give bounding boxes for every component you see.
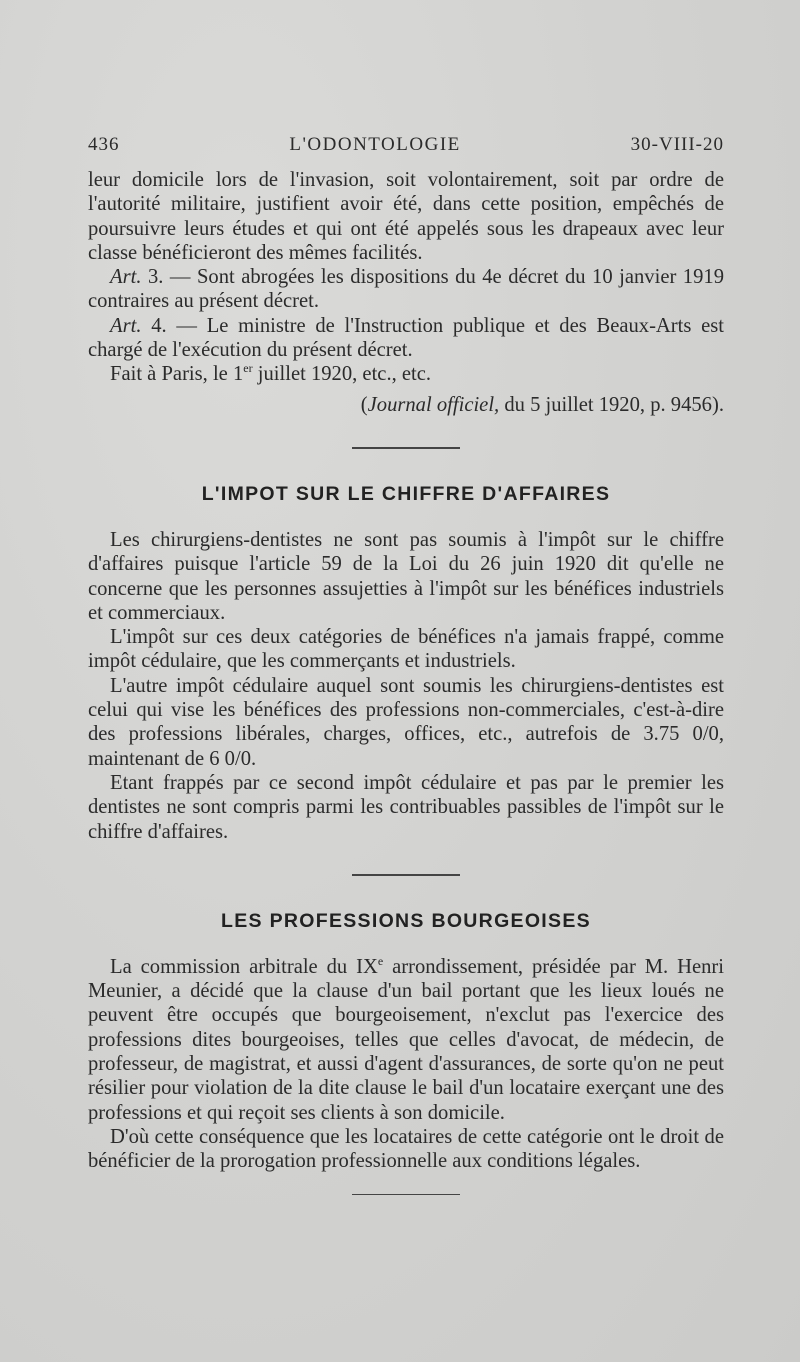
article-label: Art. bbox=[110, 314, 142, 337]
section1-paragraph: L'impôt sur ces deux catégories de bénéfices n'a jamais frappé, comme impôt cédulaire, que les commerçants et industriels. bbox=[88, 626, 724, 673]
section-divider bbox=[352, 1194, 460, 1196]
citation-journal: Journal officiel, bbox=[367, 393, 500, 416]
section-divider bbox=[352, 874, 460, 876]
section-heading-professions: LES PROFESSIONS BOURGEOISES bbox=[221, 909, 591, 932]
article-4-text: 4. — Le ministre de l'Instruction publique et des Beaux-Arts est chargé de l'exécution du présent décret. bbox=[88, 314, 724, 362]
article-3 bbox=[88, 265, 724, 314]
running-header bbox=[88, 134, 724, 162]
section2-paragraph: D'où cette conséquence que les locataires de cette catégorie ont le droit de bénéficier de la prorogation professionnelle aux conditions légales. bbox=[88, 1125, 724, 1173]
section1-paragraph: Etant frappés par ce second impôt cédulaire et pas par le premier les dentistes ne sont compris parmi les contribuables passibles de l'impôt sur le chiffre d'affaires. bbox=[88, 771, 724, 843]
issue-date: 30-VIII-20 bbox=[630, 134, 724, 155]
section1-paragraph: L'autre impôt cédulaire auquel sont soumis les chirurgiens-dentistes est celui qui vise les bénéfices des professions non-commerciales, c'est-à-dire des professions libérales, charges, offices, etc., autrefois de 3.75 0/0, maintenant de 6 0/0. bbox=[88, 674, 724, 770]
section-divider bbox=[352, 447, 460, 449]
page bbox=[88, 134, 724, 1229]
page-number: 436 bbox=[88, 134, 120, 155]
citation: (Journal officiel, du 5 juillet 1920, p. 9456). bbox=[360, 393, 724, 416]
section-heading-impot: L'IMPOT SUR LE CHIFFRE D'AFFAIRES bbox=[201, 482, 611, 505]
section1-paragraph: Les chirurgiens-dentistes ne sont pas soumis à l'impôt sur le chiffre d'affaires puisque l'article 59 de la Loi du 26 juin 1920 dit qu'elle ne concerne que les personnes assujetties à l'impôt sur les bénéfices industriels et commerciaux. bbox=[88, 528, 724, 624]
article-3-text: 3. — Sont abrogées les dispositions du 4e décret du 10 janvier 1919 contraires au présent décret. bbox=[88, 266, 724, 313]
journal-title: L'ODONTOLOGIE bbox=[289, 134, 461, 155]
decree-continuation: leur domicile lors de l'invasion, soit volontairement, soit par ordre de l'autorité militaire, justifient avoir été, dans cette position, empêchés de poursuivre leurs études et qui ont été appelés sous les drapeaux avec leur classe bénéficieront des mêmes facilités. bbox=[88, 169, 724, 264]
signature-line: Fait à Paris, le 1er juillet 1920, etc., etc. bbox=[110, 361, 432, 386]
article-4 bbox=[88, 314, 724, 363]
article-label: Art. bbox=[110, 266, 142, 289]
section2-paragraph: La commission arbitrale du IXe arrondissement, présidée par M. Henri Meunier, a décidé que la clause d'un bail portant que les lieux loués ne peuvent être occupés que bourgeoisement, n'exclut pas l'exercice des professions dites bourgeoises, telles que celles d'avocat, de médecin, de professeur, de magistrat, et aussi d'agent d'assurances, de sorte qu'on ne peut résilier pour violation de la dite clause le bail d'un locataire exerçant une des professions et qui reçoit ses clients à son domicile. bbox=[88, 953, 724, 1124]
